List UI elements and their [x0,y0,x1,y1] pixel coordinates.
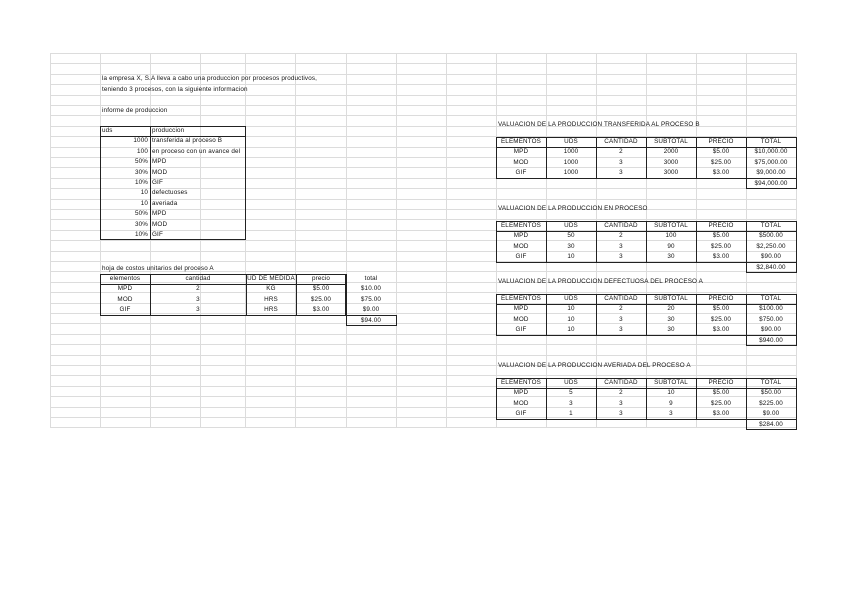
valuation-cell: 10 [567,253,575,261]
valuation-cell: $5.00 [712,148,730,156]
valuation-grand-total: $284.00 [759,420,783,428]
valuation-cell: 30 [667,315,675,323]
valuation-cell: $75,000.00 [754,158,788,166]
valuation-cell: 1000 [563,158,579,166]
valuation-cell: MPD [513,389,529,397]
valuation-title: VALUACION DE LA PRODUCCION TRANSFERIDA AL PROCESO B [498,121,700,128]
unit-costs-cell: $9.00 [362,306,380,314]
grid-row-line [50,355,796,356]
valuation-grand-total: $940.00 [759,336,783,344]
unit-costs-cell: GIF [119,306,131,314]
valuation-cell: MPD [513,148,529,156]
valuation-header-cell: ELEMENTOS [500,379,542,386]
valuation-cell: 3 [619,315,623,323]
unit-costs-cell: 3 [196,295,200,303]
valuation-cell: 10 [567,315,575,323]
valuation-cell: 3 [669,410,673,418]
unit-costs-cell: $25.00 [310,295,332,303]
valuation-header-cell: SUBTOTAL [654,138,688,145]
valuation-title: VALUACION DE LA PRODUCCION AVERIADA DEL PROCESO A [498,362,691,369]
production-header-uds: uds [102,127,113,134]
grid-row-line [50,344,796,345]
production-row-qty: 50% [134,158,148,166]
valuation-cell: $3.00 [712,326,730,334]
valuation-cell: $3.00 [712,253,730,261]
valuation-cell: MPD [513,305,529,313]
valuation-cell: $9,000.00 [756,169,786,177]
production-header-label: produccion [152,127,185,134]
valuation-cell: 10 [567,305,575,313]
unit-costs-cell: HRS [264,306,278,314]
valuation-header-cell: TOTAL [760,379,782,386]
production-row-label: MOD [152,220,168,228]
valuation-cell: $2,250.00 [756,242,786,250]
valuation-cell: 3 [619,242,623,250]
valuation-cell: GIF [515,326,527,334]
unit-costs-cell: $3.00 [312,306,330,314]
valuation-cell: 2 [619,305,623,313]
grid-row-line [50,375,796,376]
valuation-cell: $25.00 [710,315,732,323]
unit-costs-cell: $5.00 [312,285,330,293]
valuation-cell: $5.00 [712,305,730,313]
valuation-grand-total: $2,840.00 [756,263,786,271]
valuation-header-cell: ELEMENTOS [500,222,542,229]
production-row-qty: 30% [134,168,148,176]
valuation-header-cell: PRECIO [708,138,734,145]
valuation-header-cell: PRECIO [708,295,734,302]
valuation-cell: 9 [669,399,673,407]
production-row-qty: 100 [137,147,148,155]
valuation-cell: $25.00 [710,158,732,166]
production-row-label: MPD [152,158,167,166]
valuation-header-cell: SUBTOTAL [654,222,688,229]
production-row-qty: 10% [134,179,148,186]
unit-costs-cell: 2 [196,285,200,293]
valuation-cell: 30 [667,253,675,261]
production-row-qty: 10 [140,199,148,207]
valuation-cell: MOD [513,315,529,323]
valuation-header-cell: PRECIO [708,379,734,386]
valuation-cell: MOD [513,158,529,166]
grid-row-line [50,63,796,64]
valuation-header-cell: TOTAL [760,295,782,302]
valuation-cell: GIF [515,253,527,261]
valuation-cell: $10,000.00 [754,148,788,156]
valuation-cell: 2000 [663,148,679,156]
unit-costs-cell: 3 [196,306,200,314]
valuation-cell: 3 [619,253,623,261]
valuation-header-cell: CANTIDAD [604,295,638,302]
valuation-cell: $3.00 [712,410,730,418]
valuation-cell: 3 [619,326,623,334]
valuation-header-cell: UDS [564,295,578,302]
valuation-header-cell: CANTIDAD [604,138,638,145]
unit-costs-cell: MPD [117,285,133,293]
valuation-cell: $3.00 [712,169,730,177]
valuation-cell: 90 [667,242,675,250]
valuation-header-cell: CANTIDAD [604,379,638,386]
unit-costs-header-cell: elementos [109,275,141,282]
production-row-label: averiada [152,199,178,207]
production-row-label: GIF [152,231,163,238]
production-row-label: defectuoses [152,189,188,197]
valuation-cell: 10 [667,389,675,397]
unit-costs-cell: $75.00 [360,295,382,303]
unit-costs-grand-total: $94.00 [360,316,382,324]
unit-costs-cell: HRS [264,295,278,303]
valuation-grand-total: $94,000.00 [754,179,788,187]
unit-costs-cell: MOD [117,295,133,303]
valuation-cell: MPD [513,232,529,240]
unit-costs-header-cell: UD DE MEDIDA [247,275,295,282]
grid-row-line [50,53,796,54]
intro-line-2: teniendo 3 procesos, con la siguiente informacion [102,86,248,93]
valuation-cell: 1000 [563,169,579,177]
valuation-cell: $100.00 [759,305,783,313]
valuation-cell: 3 [619,158,623,166]
valuation-cell: 50 [567,232,575,240]
valuation-cell: 3 [619,410,623,418]
intro-line-1: la empresa X, S.A lleva a cabo una produccion por procesos productivos, [102,75,318,82]
valuation-header-cell: PRECIO [708,222,734,229]
valuation-cell: 3 [569,399,573,407]
valuation-cell: GIF [515,410,527,418]
valuation-cell: 30 [667,326,675,334]
grid-row-line [50,427,796,428]
valuation-cell: $25.00 [710,242,732,250]
valuation-cell: 3 [619,169,623,177]
valuation-header-cell: ELEMENTOS [500,295,542,302]
production-row-qty: 50% [134,210,148,218]
valuation-cell: $25.00 [710,399,732,407]
valuation-cell: 3000 [663,158,679,166]
valuation-cell: 1 [569,410,573,418]
valuation-header-cell: TOTAL [760,222,782,229]
valuation-cell: $500.00 [759,232,783,240]
valuation-cell: $5.00 [712,389,730,397]
valuation-cell: $50.00 [760,389,782,397]
unit-costs-header-cell: precio [311,275,331,282]
valuation-cell: MOD [513,399,529,407]
valuation-header-cell: TOTAL [760,138,782,145]
production-row-label: transferida al proceso B [152,137,223,145]
unit-costs-header-cell: total [364,275,378,282]
valuation-header-cell: SUBTOTAL [654,379,688,386]
production-row-qty: 10 [140,189,148,197]
production-row-label: MOD [152,168,168,176]
valuation-title: VALUACION DE LA PRODUCCION DEFECTUOSA DEL PROCESO A [498,278,703,285]
valuation-cell: $90.00 [760,326,782,334]
valuation-cell: $225.00 [759,399,783,407]
valuation-cell: $5.00 [712,232,730,240]
valuation-title: VALUACION DE LA PRODUCCION EN PROCESO [498,205,648,212]
valuation-cell: 100 [665,232,677,240]
unit-costs-cell: KG [266,285,276,293]
unit-costs-cell: $10.00 [360,285,382,293]
production-row-qty: 1000 [133,137,148,145]
valuation-cell: 30 [567,242,575,250]
valuation-cell: $750.00 [759,315,783,323]
valuation-cell: $9.00 [762,410,780,418]
valuation-header-cell: UDS [564,138,578,145]
unit-costs-title: hoja de costos unitarios del proceso A [102,265,214,272]
valuation-header-cell: UDS [564,379,578,386]
valuation-cell: 3 [619,399,623,407]
production-row-label: MPD [152,210,167,218]
valuation-cell: 2 [619,389,623,397]
production-row-label: GIF [152,179,163,186]
valuation-header-cell: UDS [564,222,578,229]
valuation-cell: 10 [567,326,575,334]
valuation-cell: 3000 [663,169,679,177]
report-title: informe de produccion [102,107,168,114]
valuation-cell: GIF [515,169,527,177]
valuation-cell: 5 [569,389,573,397]
valuation-cell: 20 [667,305,675,313]
valuation-cell: 1000 [563,148,579,156]
production-row-qty: 30% [134,220,148,228]
valuation-cell: 2 [619,232,623,240]
production-row-qty: 10% [134,231,148,238]
valuation-header-cell: CANTIDAD [604,222,638,229]
valuation-header-cell: SUBTOTAL [654,295,688,302]
valuation-cell: MOD [513,242,529,250]
valuation-header-cell: ELEMENTOS [500,138,542,145]
valuation-cell: $90.00 [760,253,782,261]
production-row-label: en proceso con un avance del [152,147,241,155]
valuation-cell: 2 [619,148,623,156]
unit-costs-header-cell: cantidad [185,275,211,282]
